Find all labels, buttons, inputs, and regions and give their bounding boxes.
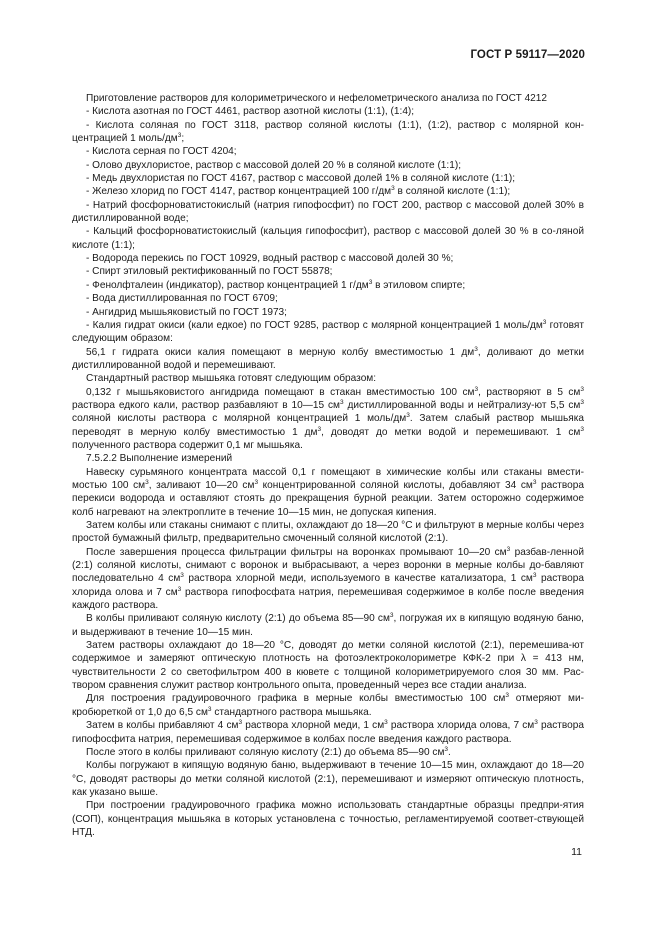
paragraph: - Олово двухлористое, раствор с массовой долей 20 % в соляной кислоте (1:1); (86, 159, 462, 171)
paragraph: - Кальций фосфорноватистокислый (кальция гипофосфит), раствор с массовой долей 30 % в со-ляной кислоте (1:1); (72, 226, 584, 251)
paragraph: 7.5.2.2 Выполнение измерений (86, 453, 233, 465)
paragraph: Затем в колбы прибавляют 4 $см^3$ раствора хлорной меди, 1 $см^3$ раствора хлорида олова, 7 $см^3$ раствора гипофосфита натрия, перемешивая содержимое в колбах после введения каждого раствора. (72, 719, 584, 745)
paragraph: - Железо хлорид по ГОСТ 4147, раствор концентрацией 100 $г/дм^3$ в соляной кислоте (1:1); (86, 185, 511, 198)
paragraph: После этого в колбы приливают соляную кислоту (2:1) до объема 85—90 $см^3$. (86, 745, 451, 758)
paragraph: - Кислота соляная по ГОСТ 3118, раствор соляной кислоты (1:1), (1:2), раствор с молярной кон-центрацией 1 моль/$дм^3$; (72, 119, 584, 145)
paragraph: - Медь двухлористая по ГОСТ 4167, раствор с массовой долей 1% в соляной кислоте (1:1); (86, 173, 516, 185)
paragraph: - Водорода перекись по ГОСТ 10929, водный раствор с массовой долей 30 %; (86, 253, 454, 265)
paragraph: - Калия гидрат окиси (кали едкое) по ГОСТ 9285, раствор с молярной концентрацией 1 моль/$дм^3$ готовят следующим образом: (72, 318, 584, 345)
paragraph: После завершения процесса фильтрации фильтры на воронках промывают 10—20 $см^3$ разбав-ленной (2:1) соляной кислоты, снимают с воронок и выбрасывают, а через воронки в мерные колбы до-бавляют последовательно 4 $см^3$ раствора хлорной меди, используемого в качестве катализатора, 1 $см^3$ раствора хлорида олова и 7 $см^3$ раствора гипофосфата натрия, перемешивая содержимое в колбе после введения каждого раствора. (72, 545, 585, 612)
paragraph: Стандартный раствор мышьяка готовят следующим образом: (86, 373, 377, 385)
paragraph: При построении градуировочного графика можно использовать стандартные образцы предпри-ятия (СОП), концентрация мышьяка в которых установлена с точностью, регламентируемой соответ-ствующей НТД. (72, 800, 584, 838)
paragraph: - Натрий фосфорноватистокислый (натрия гипофосфит) по ГОСТ 200, раствор с массовой долей 30% в дистиллированной воде; (72, 199, 584, 225)
paragraph: В колбы приливают соляную кислоту (2:1) до объема 85—90 $см^3$, погружая их в кипящую водяную баню, и выдерживают в течение 10—15 мин. (72, 612, 584, 638)
paragraph: 0,132 г мышьяковистого ангидрида помещают в стакан вместимостью 100 $см^3$, растворяют в 5 $см^3$ раствора едкого кали, раствор разбавляют в 10—15 $см^3$ дистиллированной воды и нейтрализу-ют 5,5 $см^3$ соляной кислоты раствора с молярной концентрацией 1 моль/$дм^3$. Затем слабый раствор мышьяка переводят в мерную колбу вместимостью 1 $дм^3$, доводят до метки водой и перемешивают. 1 $см^3$ полученного раствора содержит 0,1 мг мышьяка. (72, 385, 585, 451)
paragraph: - Фенолфталеин (индикатор), раствор концентрацией 1 $г/дм^3$ в этиловом спирте; (86, 278, 466, 291)
page-number: 11 (571, 846, 582, 858)
document-code: ГОСТ Р 59117—2020 (470, 49, 585, 61)
paragraph: - Вода дистиллированная по ГОСТ 6709; (86, 293, 278, 305)
paragraph: Навеску сурьмяного концентрата массой 0,1 г помещают в химические колбы или стаканы вмести-мостью 100 $см^3$, заливают 10—20 $см^3$ концентрированной соляной кислоты, добавляют 34 $см^3$ раствора перекиси водорода и оставляют стоять до прекращения бурной реакции. Затем осторожно содержимое колб нагревают на электроплите в течение 10—15 мин, не допуская кипения. (72, 466, 585, 518)
paragraph: Затем колбы или стаканы снимают с плиты, охлаждают до 18—20 °С и фильтруют в мерные колбы через простой бумажный фильтр, предварительно смоченный соляной кислотой (2:1). (72, 520, 584, 545)
document-body (72, 92, 584, 839)
paragraph: - Спирт этиловый ректификованный по ГОСТ 55878; (86, 266, 333, 278)
paragraph: Колбы погружают в кипящую водяную баню, выдерживают в течение 10—15 мин, охлаждают до 18—20 °С, доводят растворы до метки соляной кислотой (2:1), перемешивают и измеряют оптическую плотность, как указано выше. (72, 760, 584, 798)
paragraph: - Ангидрид мышьяковистый по ГОСТ 1973; (86, 306, 287, 318)
paragraph: Для построения градуировочного графика в мерные колбы вместимостью 100 $см^3$ отмеряют ми-кробюреткой от 1,0 до 6,5 $см^3$ стандартного раствора мышьяка. (72, 692, 584, 718)
paragraph: 56,1 г гидрата окиси калия помещают в мерную колбу вместимостью 1 $дм^3$, доливают до метки дистиллированной водой и перемешивают. (72, 345, 584, 371)
paragraph: Приготовление растворов для колориметрического и нефелометрического анализа по ГОСТ 4212 (86, 93, 548, 104)
paragraph: - Кислота азотная по ГОСТ 4461, раствор азотной кислоты (1:1), (1:4); (86, 106, 415, 118)
paragraph: - Кислота серная по ГОСТ 4204; (86, 146, 237, 158)
paragraph: Затем растворы охлаждают до 18—20 °С, доводят до метки соляной кислотой (2:1), перемешива-ют содержимое и замеряют оптическую плотность на фотоэлектроколориметре КФК-2 при λ = 413 нм, чувствительности 2 со светофильтром 400 в кювете с толщиной колориметрируемого слоя 30 мм. Рас-твором сравнения служит раствор контрольного опыта, проведенный через все стадии анализа. (72, 640, 584, 692)
